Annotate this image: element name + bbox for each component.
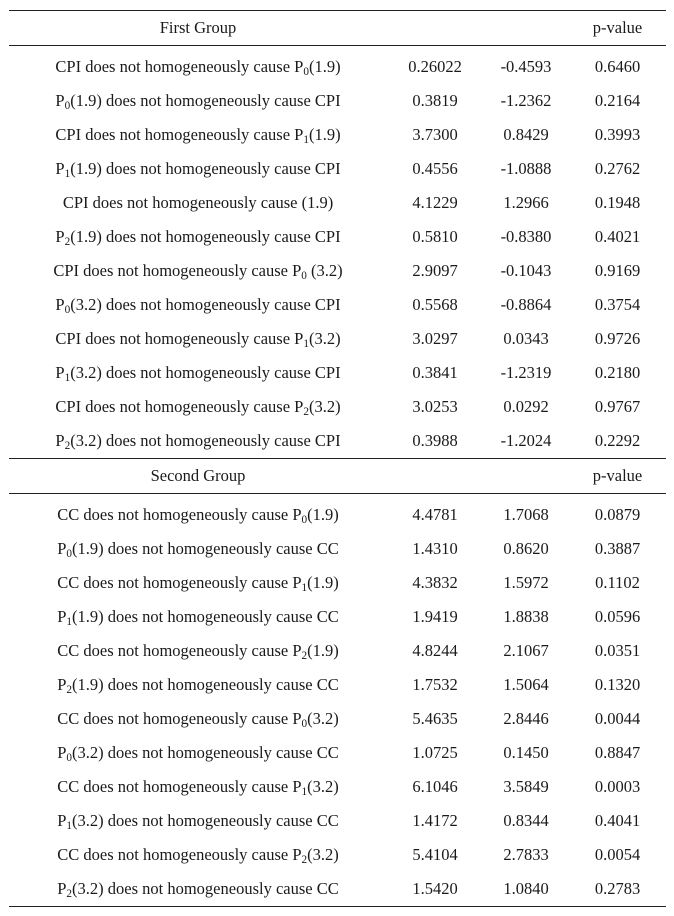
table-row bbox=[9, 186, 666, 220]
label-text: P bbox=[57, 811, 67, 830]
hypothesis-label bbox=[9, 709, 387, 729]
p-value: 0.2292 bbox=[594, 431, 641, 450]
label-text-suffix: (3.2) bbox=[308, 329, 341, 348]
table-row bbox=[9, 254, 666, 288]
standardized-statistic-value: 1.7068 bbox=[503, 505, 549, 524]
standardized-statistic-value: -1.2024 bbox=[500, 431, 552, 450]
statistic-value: 0.4556 bbox=[412, 159, 458, 178]
p-value: 0.9726 bbox=[594, 329, 641, 348]
hypothesis-label bbox=[9, 91, 387, 111]
label-subscript: 2 bbox=[303, 405, 309, 418]
statistic-value: 3.0253 bbox=[412, 397, 458, 416]
label-text: CPI does not homogeneously cause P bbox=[55, 397, 304, 416]
p-value: 0.4041 bbox=[594, 811, 641, 830]
p-value: 0.2180 bbox=[594, 363, 641, 382]
standardized-statistic-value: -0.8864 bbox=[500, 295, 552, 314]
standardized-statistic-value: -1.0888 bbox=[500, 159, 552, 178]
label-text-suffix: (3.2) bbox=[306, 261, 343, 280]
label-text-suffix: (1.9) does not homogeneously cause CPI bbox=[70, 227, 341, 246]
label-text: P bbox=[55, 295, 65, 314]
statistic-value: 1.5420 bbox=[412, 879, 458, 898]
table-row bbox=[9, 532, 666, 566]
hypothesis-label bbox=[9, 845, 387, 865]
label-text: P bbox=[55, 159, 65, 178]
label-subscript: 2 bbox=[301, 649, 308, 662]
p-value: 0.0003 bbox=[594, 777, 641, 796]
statistic-value: 4.4781 bbox=[412, 505, 458, 524]
label-text-suffix: (1.9) does not homogeneously cause CC bbox=[72, 607, 339, 626]
hypothesis-label bbox=[9, 573, 387, 593]
statistic-value: 5.4104 bbox=[412, 845, 458, 864]
p-value: 0.2164 bbox=[594, 91, 641, 110]
statistic-value: 1.7532 bbox=[412, 675, 458, 694]
label-text: CC does not homogeneously cause P bbox=[57, 641, 302, 660]
label-text-suffix: (3.2) bbox=[307, 777, 339, 796]
label-text-suffix: (3.2) does not homogeneously cause CPI bbox=[70, 363, 341, 382]
label-subscript: 1 bbox=[64, 167, 71, 180]
p-value: 0.1102 bbox=[595, 573, 640, 592]
hypothesis-label bbox=[9, 879, 387, 899]
hypothesis-label bbox=[9, 227, 387, 247]
label-subscript: 1 bbox=[303, 337, 309, 350]
label-text-suffix: (3.2) does not homogeneously cause CPI bbox=[70, 295, 341, 314]
standardized-statistic-value: 1.8838 bbox=[503, 607, 549, 626]
table-row bbox=[9, 600, 666, 634]
standardized-statistic-value: 3.5849 bbox=[503, 777, 549, 796]
standardized-statistic-value: 0.8344 bbox=[503, 811, 549, 830]
group-header-second bbox=[9, 459, 666, 493]
standardized-statistic-value: 1.2966 bbox=[503, 193, 549, 212]
table-row bbox=[9, 872, 666, 906]
group-title: First Group bbox=[159, 18, 237, 37]
p-value: 0.0044 bbox=[594, 709, 641, 728]
hypothesis-label bbox=[9, 641, 387, 661]
table-row bbox=[9, 770, 666, 804]
table-row bbox=[9, 424, 666, 458]
label-text-suffix: (1.9) bbox=[308, 125, 341, 144]
statistic-value: 0.3819 bbox=[412, 91, 458, 110]
hypothesis-label bbox=[9, 607, 387, 627]
p-value: 0.1320 bbox=[594, 675, 641, 694]
second-group-body bbox=[9, 498, 666, 906]
statistic-value: 4.1229 bbox=[412, 193, 458, 212]
label-subscript: 0 bbox=[64, 99, 71, 112]
label-subscript: 2 bbox=[64, 439, 71, 452]
label-subscript: 1 bbox=[66, 615, 73, 628]
label-text: CC does not homogeneously cause P bbox=[57, 709, 302, 728]
label-text-suffix: (1.9) bbox=[307, 641, 339, 660]
statistic-value: 0.3841 bbox=[412, 363, 458, 382]
p-value: 0.0596 bbox=[594, 607, 641, 626]
statistic-value: 1.0725 bbox=[412, 743, 458, 762]
hypothesis-label bbox=[9, 193, 387, 213]
label-text: P bbox=[57, 607, 67, 626]
label-subscript: 2 bbox=[301, 853, 308, 866]
label-text: P bbox=[57, 539, 67, 558]
label-text-suffix: (3.2) bbox=[307, 845, 339, 864]
table-row bbox=[9, 838, 666, 872]
label-text-suffix: (1.9) bbox=[308, 57, 341, 76]
statistic-value: 2.9097 bbox=[412, 261, 458, 280]
label-subscript: 1 bbox=[64, 371, 71, 384]
label-text: CPI does not homogeneously cause (1.9) bbox=[62, 193, 334, 212]
table-row bbox=[9, 804, 666, 838]
hypothesis-label bbox=[9, 777, 387, 797]
hypothesis-label bbox=[9, 505, 387, 525]
label-subscript: 0 bbox=[301, 513, 308, 526]
label-text: P bbox=[55, 227, 65, 246]
hypothesis-label bbox=[9, 397, 387, 417]
standardized-statistic-value: -1.2319 bbox=[500, 363, 552, 382]
hypothesis-label bbox=[9, 329, 387, 349]
label-text-suffix: (1.9) does not homogeneously cause CPI bbox=[70, 159, 341, 178]
p-value: 0.2783 bbox=[594, 879, 641, 898]
standardized-statistic-value: 0.8429 bbox=[503, 125, 549, 144]
standardized-statistic-value: 0.0292 bbox=[503, 397, 549, 416]
label-subscript: 0 bbox=[303, 65, 309, 78]
statistic-value: 5.4635 bbox=[412, 709, 458, 728]
first-group-body bbox=[9, 50, 666, 458]
pvalue-header: p-value bbox=[592, 18, 643, 37]
label-text-suffix: (3.2) does not homogeneously cause CC bbox=[72, 811, 339, 830]
statistic-value: 4.8244 bbox=[412, 641, 458, 660]
standardized-statistic-value: 2.1067 bbox=[503, 641, 549, 660]
label-text: P bbox=[55, 363, 65, 382]
label-subscript: 2 bbox=[64, 235, 71, 248]
statistic-value: 0.5810 bbox=[412, 227, 458, 246]
table-row bbox=[9, 634, 666, 668]
label-text-suffix: (3.2) does not homogeneously cause CC bbox=[72, 879, 339, 898]
statistic-value: 0.3988 bbox=[412, 431, 458, 450]
p-value: 0.3754 bbox=[594, 295, 641, 314]
label-text: P bbox=[57, 675, 67, 694]
table-row bbox=[9, 668, 666, 702]
p-value: 0.6460 bbox=[594, 57, 641, 76]
label-subscript: 0 bbox=[66, 751, 73, 764]
label-subscript: 0 bbox=[64, 303, 71, 316]
label-text: CC does not homogeneously cause P bbox=[57, 505, 302, 524]
standardized-statistic-value: 1.5064 bbox=[503, 675, 549, 694]
table-row bbox=[9, 118, 666, 152]
p-value: 0.3993 bbox=[594, 125, 641, 144]
hypothesis-label bbox=[9, 811, 387, 831]
p-value: 0.1948 bbox=[594, 193, 641, 212]
label-text-suffix: (3.2) does not homogeneously cause CPI bbox=[70, 431, 341, 450]
statistic-value: 1.4172 bbox=[412, 811, 458, 830]
table-row bbox=[9, 322, 666, 356]
p-value: 0.9169 bbox=[594, 261, 641, 280]
label-text: CC does not homogeneously cause P bbox=[57, 777, 302, 796]
standardized-statistic-value: 0.1450 bbox=[503, 743, 549, 762]
group-header-first bbox=[9, 11, 666, 45]
pvalue-header: p-value bbox=[592, 466, 643, 485]
hypothesis-label bbox=[9, 159, 387, 179]
p-value: 0.3887 bbox=[594, 539, 641, 558]
label-text-suffix: (3.2) bbox=[307, 709, 339, 728]
label-text: P bbox=[57, 879, 67, 898]
standardized-statistic-value: 1.0840 bbox=[503, 879, 549, 898]
p-value: 0.0054 bbox=[594, 845, 641, 864]
label-subscript: 0 bbox=[301, 717, 308, 730]
hypothesis-label bbox=[9, 363, 387, 383]
label-text-suffix: (3.2) does not homogeneously cause CC bbox=[72, 743, 339, 762]
statistic-value: 6.1046 bbox=[412, 777, 458, 796]
hypothesis-label bbox=[9, 539, 387, 559]
label-text-suffix: (3.2) bbox=[308, 397, 341, 416]
statistic-value: 0.5568 bbox=[412, 295, 458, 314]
label-text: P bbox=[55, 91, 65, 110]
table-row bbox=[9, 702, 666, 736]
hypothesis-label bbox=[9, 261, 387, 281]
label-subscript: 1 bbox=[301, 785, 308, 798]
p-value: 0.9767 bbox=[594, 397, 641, 416]
label-text-suffix: (1.9) does not homogeneously cause CC bbox=[72, 539, 339, 558]
standardized-statistic-value: -1.2362 bbox=[500, 91, 552, 110]
label-text: P bbox=[57, 743, 67, 762]
label-text-suffix: (1.9) does not homogeneously cause CC bbox=[72, 675, 339, 694]
label-text-suffix: (1.9) does not homogeneously cause CPI bbox=[70, 91, 341, 110]
p-value: 0.0351 bbox=[594, 641, 641, 660]
label-text: CPI does not homogeneously cause P bbox=[55, 125, 304, 144]
standardized-statistic-value: 2.7833 bbox=[503, 845, 549, 864]
statistic-value: 1.4310 bbox=[412, 539, 458, 558]
label-text: CPI does not homogeneously cause P bbox=[55, 57, 304, 76]
results-table bbox=[9, 10, 666, 907]
hypothesis-label bbox=[9, 431, 387, 451]
table-row bbox=[9, 736, 666, 770]
label-subscript: 1 bbox=[66, 819, 73, 832]
statistic-value: 0.26022 bbox=[408, 57, 462, 76]
table-row bbox=[9, 152, 666, 186]
standardized-statistic-value: 2.8446 bbox=[503, 709, 549, 728]
label-subscript: 1 bbox=[303, 133, 309, 146]
table-row bbox=[9, 84, 666, 118]
label-text: CPI does not homogeneously cause P bbox=[53, 261, 302, 280]
standardized-statistic-value: -0.4593 bbox=[500, 57, 552, 76]
hypothesis-label bbox=[9, 57, 387, 77]
label-text: CC does not homogeneously cause P bbox=[57, 845, 302, 864]
table-row bbox=[9, 498, 666, 532]
p-value: 0.8847 bbox=[594, 743, 641, 762]
statistic-value: 3.0297 bbox=[412, 329, 458, 348]
label-subscript: 0 bbox=[301, 269, 307, 282]
label-subscript: 2 bbox=[66, 887, 73, 900]
label-subscript: 1 bbox=[301, 581, 308, 594]
label-text-suffix: (1.9) bbox=[307, 505, 339, 524]
label-text: P bbox=[55, 431, 65, 450]
label-text-suffix: (1.9) bbox=[307, 573, 339, 592]
standardized-statistic-value: 0.0343 bbox=[503, 329, 549, 348]
table-row bbox=[9, 356, 666, 390]
table-row bbox=[9, 390, 666, 424]
bottom-rule bbox=[9, 906, 666, 907]
table-row bbox=[9, 50, 666, 84]
hypothesis-label bbox=[9, 675, 387, 695]
statistic-value: 4.3832 bbox=[412, 573, 458, 592]
hypothesis-label bbox=[9, 295, 387, 315]
standardized-statistic-value: 0.8620 bbox=[503, 539, 549, 558]
label-subscript: 2 bbox=[66, 683, 73, 696]
statistic-value: 1.9419 bbox=[412, 607, 458, 626]
standardized-statistic-value: -0.8380 bbox=[500, 227, 552, 246]
statistic-value: 3.7300 bbox=[412, 125, 458, 144]
hypothesis-label bbox=[9, 743, 387, 763]
label-text: CC does not homogeneously cause P bbox=[57, 573, 302, 592]
p-value: 0.0879 bbox=[594, 505, 641, 524]
table-row bbox=[9, 288, 666, 322]
p-value: 0.4021 bbox=[594, 227, 641, 246]
label-subscript: 0 bbox=[66, 547, 73, 560]
label-text: CPI does not homogeneously cause P bbox=[55, 329, 304, 348]
table-row bbox=[9, 220, 666, 254]
group-title: Second Group bbox=[150, 466, 246, 485]
table-row bbox=[9, 566, 666, 600]
p-value: 0.2762 bbox=[594, 159, 641, 178]
standardized-statistic-value: -0.1043 bbox=[500, 261, 552, 280]
hypothesis-label bbox=[9, 125, 387, 145]
standardized-statistic-value: 1.5972 bbox=[503, 573, 549, 592]
